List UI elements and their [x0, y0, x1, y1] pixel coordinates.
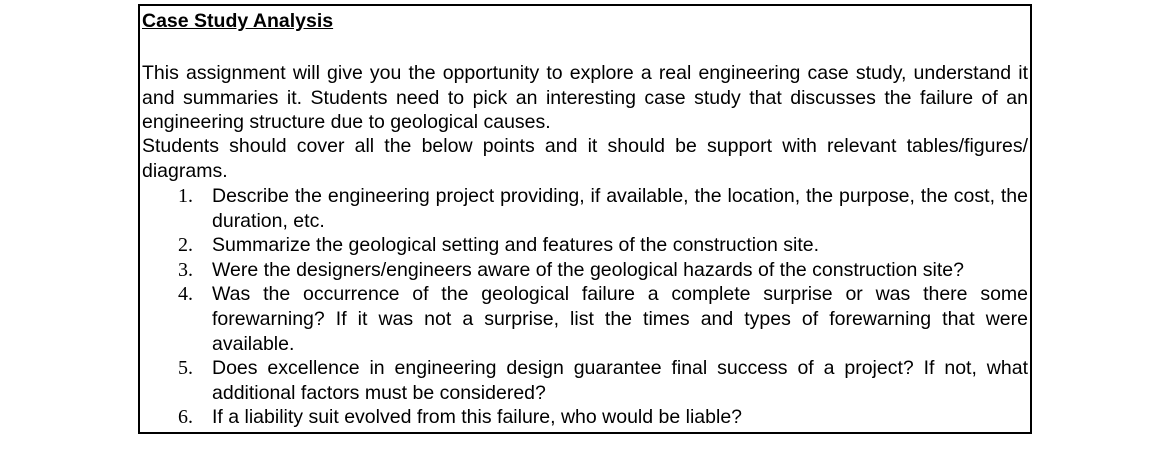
question-item-4 — [140, 282, 1028, 356]
question-number: 5. — [178, 357, 193, 380]
question-number: 6. — [178, 406, 193, 429]
question-text-content: Were the designers/engineers aware of the geological hazards of the construction site? — [212, 258, 964, 281]
question-number: 2. — [178, 234, 193, 257]
question-number: 1. — [178, 185, 193, 207]
question-item-2 — [140, 233, 1028, 258]
question-number: 4. — [178, 283, 193, 306]
question-text — [212, 356, 1028, 405]
question-item-5 — [140, 356, 1028, 405]
question-text — [212, 405, 1028, 430]
question-text — [212, 233, 1028, 258]
question-text-content: Describe the engineering project providing, if available, the location, the purpose, the cost, the duration, etc. — [212, 185, 1028, 232]
question-item-3 — [140, 258, 1028, 283]
question-text — [212, 282, 1028, 356]
question-text — [212, 184, 1028, 233]
intro-paragraph: This assignment will give you the opportunity to explore a real engineering case study, understand it and summaries it. Students need to pick an interesting case study that discusses the failure of an engineering structure due to geological causes. — [142, 62, 1028, 134]
question-item-6 — [140, 405, 1028, 430]
question-item-1 — [140, 184, 1028, 233]
question-text-content: Does excellence in engineering design guarantee final success of a project? If not, what additional factors must be considered? — [212, 357, 1028, 404]
question-text-content: If a liability suit evolved from this failure, who would be liable? — [212, 406, 743, 429]
questions-list — [140, 184, 1028, 430]
document-title: Case Study Analysis — [142, 10, 334, 32]
question-text — [212, 258, 1028, 283]
question-text-content: Was the occurrence of the geological failure a complete surprise or was there some forewarning? If it was not a surprise, list the times and types of forewarning that were available. — [212, 283, 1028, 355]
question-number: 3. — [178, 258, 193, 281]
document-box — [138, 4, 1032, 434]
question-text-content: Summarize the geological setting and features of the construction site. — [212, 234, 820, 257]
instructions-paragraph: Students should cover all the below points and it should be support with relevant tables/figures/ diagrams. — [142, 135, 1028, 182]
